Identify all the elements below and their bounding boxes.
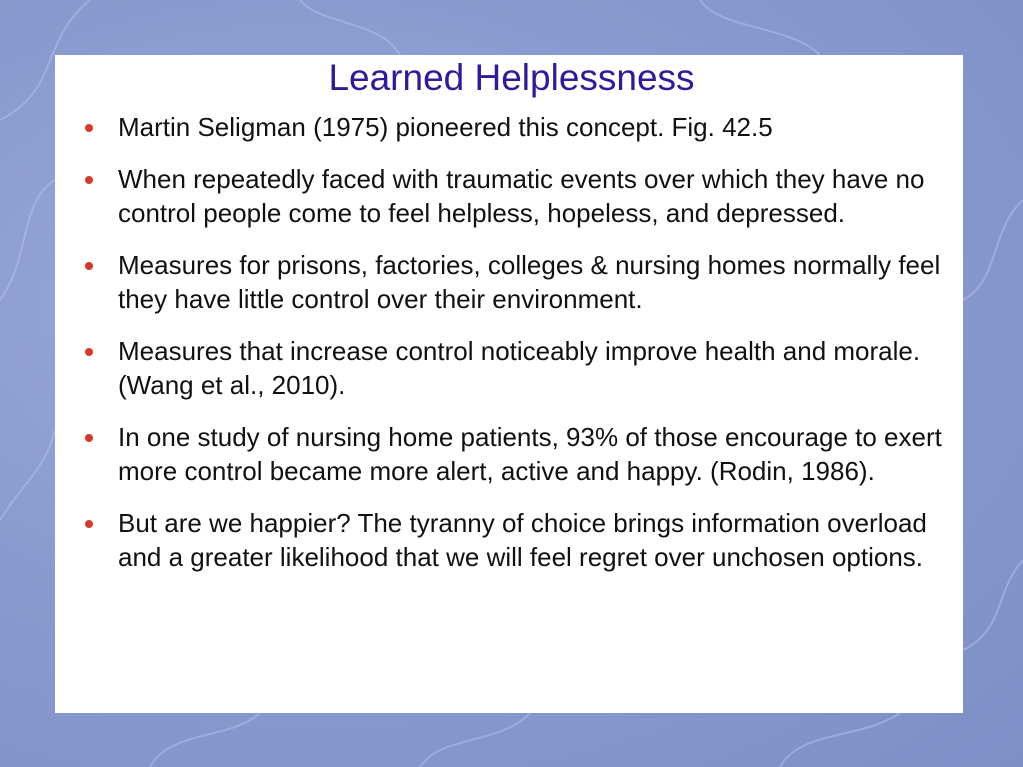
bullet-item [80,506,960,574]
bullet-dot-icon [85,348,93,356]
bullet-text: Measures that increase control noticeably improve health and morale. (Wang et al., 2010). [118,336,921,400]
bullet-text: But are we happier? The tyranny of choice brings information overload and a greater likelihood that we will feel regret over unchosen options. [118,508,927,572]
slide-title: Learned Helplessness [328,57,695,98]
bullet-text: Measures for prisons, factories, colleges & nursing homes normally feel they have little control over their environment. [118,250,941,314]
bullet-dot-icon [85,176,93,184]
bullet-dot-icon [85,124,93,132]
bullet-list [80,110,960,592]
bullet-dot-icon [85,520,93,528]
bullet-item [80,420,960,488]
bullet-item [80,334,960,402]
bullet-item [80,248,960,316]
bullet-item [80,162,960,230]
bullet-text: In one study of nursing home patients, 93% of those encourage to exert more control became more alert, active and happy. (Rodin, 1986). [118,422,942,486]
bullet-text: Martin Seligman (1975) pioneered this concept. Fig. 42.5 [118,112,773,142]
bullet-item [80,110,960,144]
bullet-dot-icon [85,262,93,270]
bullet-dot-icon [85,434,93,442]
bullet-text: When repeatedly faced with traumatic events over which they have no control people come to feel helpless, hopeless, and depressed. [118,164,925,228]
